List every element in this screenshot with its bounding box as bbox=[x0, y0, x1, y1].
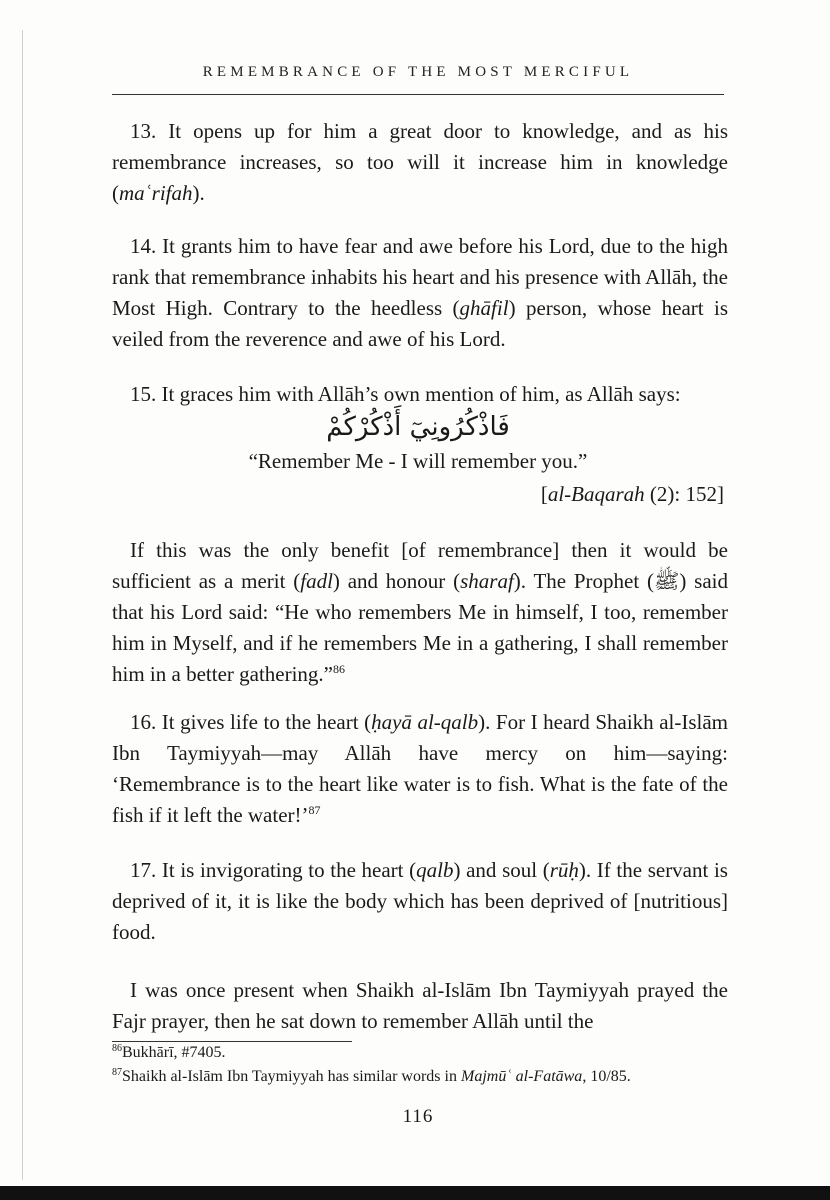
footnote-87-ref: , 10/85. bbox=[582, 1068, 631, 1085]
paragraph-14-text: 14. It grants him to have fear and awe before his Lord, due to the high rank that remembrance inhabits his heart and his presence with Allāh, the Most High. Contrary to the heedless ( bbox=[112, 234, 728, 320]
benefit-text-1: If this was the only benefit [of remembrance] then it would be sufficient as a merit ( bbox=[112, 538, 728, 593]
paragraph-13 bbox=[112, 116, 728, 209]
page-number: 116 bbox=[402, 1106, 434, 1127]
quran-verse-arabic: فَاذْكُرُونِيٓ أَذْكُرْكُمْ bbox=[326, 412, 510, 442]
term-ruh: rūḥ bbox=[549, 858, 579, 882]
paragraph-benefit bbox=[112, 535, 728, 690]
verse-citation bbox=[112, 479, 724, 509]
paragraph-16 bbox=[112, 707, 728, 831]
paragraph-14 bbox=[112, 231, 728, 355]
footnote-87 bbox=[112, 1066, 728, 1088]
footnote-ref-86: 86 bbox=[333, 662, 346, 676]
term-sharaf: sharaf bbox=[460, 569, 514, 593]
footnote-86-text: Bukhārī, #7405. bbox=[122, 1044, 226, 1061]
paragraph-14-end: ) person, whose heart is veiled from the reverence and awe of his Lord. bbox=[112, 296, 728, 351]
citation-surah: al-Baqarah bbox=[547, 482, 645, 506]
paragraph-17-text-2: ) and soul ( bbox=[453, 858, 550, 882]
footnote-87-number: 87 bbox=[112, 1067, 122, 1078]
paragraph-16-text-1: 16. It gives life to the heart ( bbox=[130, 710, 372, 734]
paragraph-17-text-1: 17. It is invigorating to the heart ( bbox=[130, 858, 417, 882]
benefit-text-3: ). The Prophet (ﷺ) said that his Lord said: “He who remembers Me in himself, I too, remember him in Myself, and if he remembers Me in a gathering, I shall remember him in a better gathering.” bbox=[112, 569, 728, 686]
term-ghafil: ghāfil bbox=[459, 296, 509, 320]
paragraph-last bbox=[112, 975, 728, 1037]
benefit-text-2: ) and honour ( bbox=[332, 569, 461, 593]
footnote-ref-87: 87 bbox=[308, 803, 321, 817]
footnote-87-title: Majmūʿ al-Fatāwa bbox=[460, 1068, 583, 1085]
page-edge bbox=[22, 30, 23, 1180]
paragraph-15-text: 15. It graces him with Allāh’s own mention of him, as Allāh says: bbox=[130, 382, 681, 406]
term-haya-al-qalb: ḥayā al-qalb bbox=[371, 710, 479, 734]
paragraph-13-end: ). bbox=[192, 181, 205, 205]
footnote-86 bbox=[112, 1042, 728, 1064]
paragraph-15 bbox=[112, 379, 728, 410]
header-rule bbox=[112, 94, 724, 95]
running-head: REMEMBRANCE OF THE MOST MERCIFUL bbox=[202, 64, 634, 80]
paragraph-17-text-3: ). If the servant is deprived of it, it is like the body which has been deprived of [nutritious] food. bbox=[112, 858, 728, 944]
term-qalb: qalb bbox=[416, 858, 454, 882]
paragraph-last-text: I was once present when Shaikh al-Islām Ibn Taymiyyah prayed the Fajr prayer, then he sat down to remember Allāh until the bbox=[112, 978, 728, 1033]
citation-reference: (2): 152] bbox=[644, 482, 724, 506]
paragraph-13-text: 13. It opens up for him a great door to knowledge, and as his remembrance increases, so too will it increase him in knowledge ( bbox=[112, 119, 728, 205]
paragraph-17 bbox=[112, 855, 728, 948]
citation-bracket: [ bbox=[540, 482, 548, 506]
scan-bottom-edge bbox=[0, 1186, 830, 1200]
footnote-87-text: Shaikh al-Islām Ibn Taymiyyah has similar words in bbox=[122, 1068, 461, 1085]
verse-translation: “Remember Me - I will remember you.” bbox=[248, 449, 588, 473]
term-fadl: fadl bbox=[300, 569, 333, 593]
term-marifah: maʿrifah bbox=[119, 181, 193, 205]
paragraph-16-text-2: ). For I heard Shaikh al-Islām Ibn Taymiyyah—may Allāh have mercy on him—saying: ‘Remembrance is to the heart like water is to fish. What is the fate of the fish if it left the water!’ bbox=[112, 710, 729, 827]
footnote-86-number: 86 bbox=[112, 1043, 122, 1054]
